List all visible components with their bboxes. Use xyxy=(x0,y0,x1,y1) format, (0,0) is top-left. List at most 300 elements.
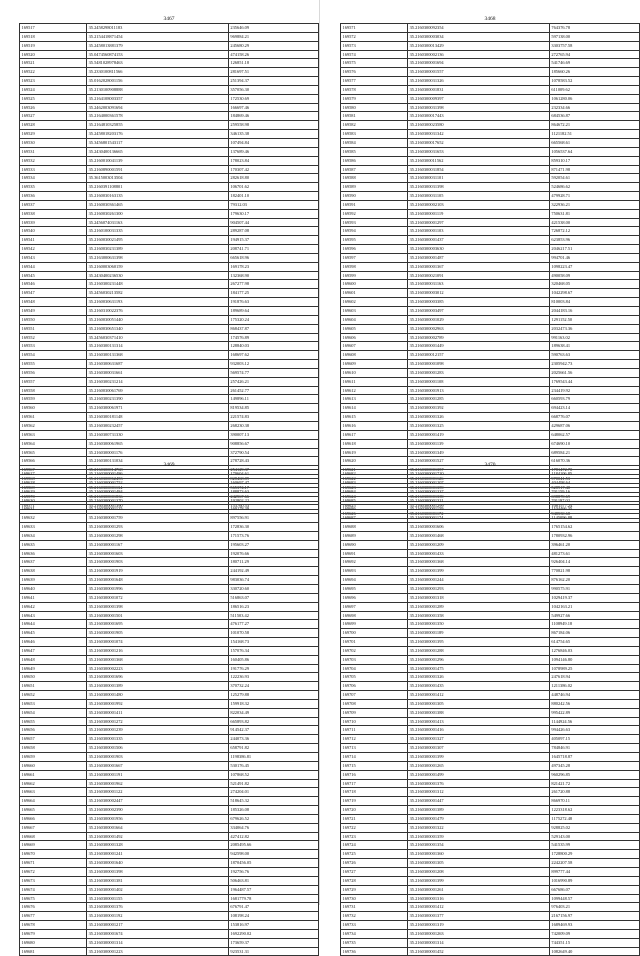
code-cell: 35.2160300001402 xyxy=(87,885,229,894)
code-cell: 35.2160890001591 xyxy=(87,165,229,174)
code-cell: 35.2160300062453 xyxy=(87,475,229,484)
table-row xyxy=(20,788,319,797)
code-cell: 35.2160300001217 xyxy=(87,921,229,930)
code-cell: 35.2163000631398 xyxy=(87,253,229,262)
row-id-cell: 169598 xyxy=(341,262,408,271)
value-cell: 810003.84 xyxy=(549,298,639,307)
table-row xyxy=(341,236,640,245)
value-cell: 2167156.97 xyxy=(549,912,639,921)
row-id-cell: 169678 xyxy=(20,921,87,930)
table-row xyxy=(341,439,640,448)
table-row xyxy=(20,342,319,351)
row-id-cell: 169531 xyxy=(20,147,87,156)
row-id-cell: 169702 xyxy=(341,646,408,655)
code-cell: 35.2160300001413 xyxy=(408,717,550,726)
value-cell: 427412.82 xyxy=(228,832,318,841)
value-cell: 3303757.58 xyxy=(549,41,639,50)
table-row xyxy=(20,377,319,386)
table-row xyxy=(20,262,319,271)
row-id-cell: 169581 xyxy=(341,112,408,121)
code-cell: 35.2160300001208 xyxy=(408,867,550,876)
table-row xyxy=(20,200,319,209)
value-cell: 106701.62 xyxy=(228,183,318,192)
table-row xyxy=(20,841,319,850)
row-id-cell: 169576 xyxy=(341,68,408,77)
page-number: 3470 xyxy=(484,462,496,468)
value-cell: 137689.46 xyxy=(228,147,318,156)
value-cell: 1016990.89 xyxy=(549,876,639,885)
table-row xyxy=(341,24,640,33)
value-cell: 1870456.05 xyxy=(228,859,318,868)
code-cell: 35.2160300001326 xyxy=(408,413,550,422)
row-id-cell: 169570 xyxy=(20,492,87,501)
table-row xyxy=(20,147,319,156)
table-row xyxy=(20,404,319,413)
table-row xyxy=(341,903,640,912)
value-cell: 2085495.66 xyxy=(228,841,318,850)
code-cell: 35.2160300001449 xyxy=(408,342,550,351)
value-cell: 168697.62 xyxy=(228,351,318,360)
value-cell: 235646.09 xyxy=(228,24,318,33)
value-cell: 2305942.73 xyxy=(549,360,639,369)
code-cell: 35.2160300001318 xyxy=(408,593,550,602)
row-id-cell: 169611 xyxy=(341,377,408,386)
value-cell: 1175272.48 xyxy=(549,814,639,823)
row-id-cell: 169694 xyxy=(341,576,408,585)
row-id-cell: 169584 xyxy=(341,138,408,147)
code-cell: 35.2160300001395 xyxy=(408,638,550,647)
value-cell: 192076.66 xyxy=(228,549,318,558)
table-row xyxy=(20,315,319,324)
row-id-cell: 169719 xyxy=(341,797,408,806)
value-cell: 899777.44 xyxy=(549,867,639,876)
code-cell: 35.2160300001283 xyxy=(408,368,550,377)
table-row xyxy=(341,413,640,422)
code-cell: 35.2160300001322 xyxy=(408,823,550,832)
value-cell: 154168.73 xyxy=(228,638,318,647)
row-id-cell: 169657 xyxy=(20,735,87,744)
row-id-cell: 169736 xyxy=(341,947,408,956)
value-cell: 245680.29 xyxy=(228,41,318,50)
table-row xyxy=(20,478,319,487)
code-cell: 35.2160300002963 xyxy=(408,324,550,333)
row-id-cell: 169697 xyxy=(341,602,408,611)
value-cell: 859310.17 xyxy=(549,156,639,165)
row-id-cell: 169521 xyxy=(20,59,87,68)
code-cell: 35.2160300001996 xyxy=(87,584,229,593)
table-row xyxy=(20,227,319,236)
code-cell: 35.0474560874153 xyxy=(87,50,229,59)
code-cell: 35.2160300001108 xyxy=(408,377,550,386)
code-cell: 35.2160300003630 xyxy=(408,245,550,254)
value-cell: 322936.21 xyxy=(549,200,639,209)
code-cell: 35.2160300001350 xyxy=(408,620,550,629)
row-id-cell: 169603 xyxy=(341,307,408,316)
table-row xyxy=(341,209,640,218)
row-id-cell: 169652 xyxy=(20,691,87,700)
value-cell: 750631.81 xyxy=(549,209,639,218)
table-row xyxy=(341,549,640,558)
code-cell: 35.2160300001667 xyxy=(87,761,229,770)
value-cell: 1078583.52 xyxy=(549,77,639,86)
value-cell: 396461.20 xyxy=(549,540,639,549)
code-cell: 35.2160300017652 xyxy=(408,138,550,147)
value-cell: 357056.30 xyxy=(228,85,318,94)
value-cell: 1223318.62 xyxy=(549,806,639,815)
row-id-cell: 169703 xyxy=(341,655,408,664)
table-row xyxy=(341,85,640,94)
table-row xyxy=(20,94,319,103)
row-id-cell: 169586 xyxy=(341,156,408,165)
row-id-cell: 169543 xyxy=(20,253,87,262)
code-cell: 35.2160300001319 xyxy=(408,921,550,930)
table-row xyxy=(341,912,640,921)
table-row xyxy=(341,514,640,523)
table-row xyxy=(20,298,319,307)
table-row xyxy=(341,664,640,673)
table-row xyxy=(20,646,319,655)
table-row xyxy=(20,505,319,514)
code-cell: 35.2160300131368 xyxy=(87,351,229,360)
table-row xyxy=(20,59,319,68)
value-cell: 173659.37 xyxy=(228,938,318,947)
value-cell: 107494.84 xyxy=(228,138,318,147)
value-cell: 372790.54 xyxy=(228,448,318,457)
code-cell: 35.2154418871454 xyxy=(87,32,229,41)
value-cell: 191876.63 xyxy=(228,298,318,307)
value-cell: 822034.49 xyxy=(228,708,318,717)
table-row xyxy=(20,156,319,165)
table-row xyxy=(20,938,319,947)
table-row xyxy=(20,567,319,576)
value-cell: 244192.49 xyxy=(228,567,318,576)
row-id-cell: 169716 xyxy=(341,770,408,779)
code-cell: 35.2160300001696 xyxy=(87,673,229,682)
table-row xyxy=(341,448,640,457)
table-row xyxy=(20,620,319,629)
value-cell: 698870.69 xyxy=(549,492,639,501)
table-row xyxy=(341,487,640,496)
table-row xyxy=(20,921,319,930)
code-cell: 35.2160300001359 xyxy=(408,483,550,492)
table-row xyxy=(341,121,640,130)
row-id-cell: 169636 xyxy=(20,549,87,558)
table-row xyxy=(341,298,640,307)
table-row xyxy=(20,112,319,121)
code-cell: 35.2160300001640 xyxy=(87,859,229,868)
row-id-cell: 169682 xyxy=(341,470,408,479)
code-cell: 35.2160310022376 xyxy=(87,307,229,316)
row-id-cell: 169550 xyxy=(20,315,87,324)
row-id-cell: 169585 xyxy=(341,147,408,156)
table-row xyxy=(341,567,640,576)
table-row xyxy=(341,806,640,815)
table-row xyxy=(341,386,640,395)
row-id-cell: 169651 xyxy=(20,682,87,691)
code-cell: 35.2160300001029 xyxy=(408,315,550,324)
table-row xyxy=(20,209,319,218)
value-cell: 282618.80 xyxy=(228,174,318,183)
row-id-cell: 169556 xyxy=(20,368,87,377)
table-row xyxy=(20,717,319,726)
row-id-cell: 169540 xyxy=(20,227,87,236)
code-cell: 35.2160300002136 xyxy=(408,50,550,59)
value-cell: 251394.37 xyxy=(228,77,318,86)
table-row xyxy=(341,832,640,841)
value-cell: 821421.72 xyxy=(549,779,639,788)
value-cell: 876162.20 xyxy=(549,576,639,585)
row-id-cell: 169615 xyxy=(341,413,408,422)
code-cell: 35.2160300003034 xyxy=(408,32,550,41)
value-cell: 742009.09 xyxy=(549,929,639,938)
value-cell: 990575.91 xyxy=(549,584,639,593)
row-id-cell: 169663 xyxy=(20,788,87,797)
value-cell: 897556.91 xyxy=(228,514,318,523)
value-cell: 569574.77 xyxy=(228,368,318,377)
value-cell: 908856.67 xyxy=(228,439,318,448)
code-cell: 35.2160100031335 xyxy=(87,227,229,236)
row-id-cell: 169578 xyxy=(341,85,408,94)
row-id-cell: 169613 xyxy=(341,395,408,404)
value-cell: 1964487.57 xyxy=(228,885,318,894)
row-id-cell: 169552 xyxy=(20,333,87,342)
row-id-cell: 169555 xyxy=(20,360,87,369)
value-cell: 1184106.85 xyxy=(549,470,639,479)
data-table xyxy=(340,469,640,956)
data-table xyxy=(19,23,319,510)
table-row xyxy=(20,673,319,682)
code-cell: 35.2462003091694 xyxy=(87,103,229,112)
row-id-cell: 169696 xyxy=(341,593,408,602)
code-cell: 35.2160300001125 xyxy=(87,505,229,514)
row-id-cell: 169661 xyxy=(20,770,87,779)
value-cell: 192802.22 xyxy=(228,496,318,505)
value-cell: 667686.07 xyxy=(549,885,639,894)
value-cell: 1145096.88 xyxy=(549,514,639,523)
row-id-cell: 169551 xyxy=(20,324,87,333)
value-cell: 244073.36 xyxy=(228,735,318,744)
value-cell: 1689469.93 xyxy=(549,921,639,930)
row-id-cell: 169728 xyxy=(341,876,408,885)
code-cell: 35.2160300001288 xyxy=(408,646,550,655)
value-cell: 172836.30 xyxy=(228,523,318,532)
code-cell: 35.2160300017443 xyxy=(408,112,550,121)
row-id-cell: 169554 xyxy=(20,351,87,360)
code-cell: 35.2458018203176 xyxy=(87,130,229,139)
code-cell: 35.2160300001360 xyxy=(408,850,550,859)
row-id-cell: 169630 xyxy=(20,496,87,505)
row-id-cell: 169593 xyxy=(341,218,408,227)
code-cell: 35.2160300001377 xyxy=(408,912,550,921)
row-id-cell: 169670 xyxy=(20,850,87,859)
code-cell: 35.2160003060159 xyxy=(87,262,229,271)
value-cell: 611009.62 xyxy=(549,85,639,94)
table-row xyxy=(341,947,640,956)
row-id-cell: 169634 xyxy=(20,531,87,540)
value-cell: 281697.51 xyxy=(228,68,318,77)
code-cell: 35.2160300001674 xyxy=(87,929,229,938)
row-id-cell: 169695 xyxy=(341,584,408,593)
value-cell: 1276846.03 xyxy=(549,646,639,655)
table-row xyxy=(20,593,319,602)
row-id-cell: 169609 xyxy=(341,360,408,369)
table-row xyxy=(20,470,319,479)
code-cell: 35.2160300231214 xyxy=(87,377,229,386)
row-id-cell: 169620 xyxy=(341,457,408,466)
value-cell: 208741.71 xyxy=(228,245,318,254)
value-cell: 565374.17 xyxy=(228,483,318,492)
value-cell: 421538.00 xyxy=(549,218,639,227)
value-cell: 490058.09 xyxy=(549,271,639,280)
value-cell: 476177.27 xyxy=(228,620,318,629)
table-row xyxy=(20,584,319,593)
value-cell: 744351.15 xyxy=(549,938,639,947)
code-cell: 35.2160300001239 xyxy=(87,726,229,735)
row-id-cell: 169558 xyxy=(20,386,87,395)
document-page xyxy=(340,461,640,956)
value-cell: 660593.79 xyxy=(549,395,639,404)
row-id-cell: 169641 xyxy=(20,593,87,602)
document-page xyxy=(19,461,319,956)
code-cell: 35.2160300061971 xyxy=(87,404,229,413)
value-cell: 247618.94 xyxy=(549,673,639,682)
code-cell: 35.2160300001072 xyxy=(87,593,229,602)
table-row xyxy=(341,638,640,647)
table-row xyxy=(341,421,640,430)
value-cell: 521491.82 xyxy=(228,779,318,788)
value-cell: 346135.38 xyxy=(228,130,318,139)
code-cell: 35.2160300031854 xyxy=(408,165,550,174)
value-cell: 221574.83 xyxy=(228,413,318,422)
code-cell: 35.3456801543117 xyxy=(87,138,229,147)
value-cell: 1042163.21 xyxy=(549,602,639,611)
value-cell: 976403.21 xyxy=(549,903,639,912)
row-id-cell: 169533 xyxy=(20,165,87,174)
code-cell: 35.2160300023580 xyxy=(408,121,550,130)
row-id-cell: 169619 xyxy=(341,448,408,457)
code-cell: 35.2458298011183 xyxy=(87,24,229,33)
table-row xyxy=(341,797,640,806)
value-cell: 592054.61 xyxy=(549,174,639,183)
value-cell: 1082649.40 xyxy=(549,947,639,956)
table-row xyxy=(20,41,319,50)
table-row xyxy=(20,130,319,139)
code-cell: 35.2160300001325 xyxy=(408,421,550,430)
row-id-cell: 169538 xyxy=(20,209,87,218)
table-row xyxy=(341,611,640,620)
table-row xyxy=(341,929,640,938)
row-id-cell: 169568 xyxy=(20,475,87,484)
value-cell: 983036.74 xyxy=(228,576,318,585)
value-cell: 1769543.44 xyxy=(549,377,639,386)
row-id-cell: 169674 xyxy=(20,885,87,894)
code-cell: 35.2160300001376 xyxy=(408,779,550,788)
table-row xyxy=(341,717,640,726)
value-cell: 928825.02 xyxy=(549,823,639,832)
value-cell: 191776.29 xyxy=(228,664,318,673)
value-cell: 429687.06 xyxy=(549,421,639,430)
table-row xyxy=(20,876,319,885)
value-cell: 648062.57 xyxy=(549,430,639,439)
value-cell: 529143.00 xyxy=(549,832,639,841)
table-row xyxy=(20,779,319,788)
table-row xyxy=(341,377,640,386)
code-cell: 35.2160300001189 xyxy=(408,629,550,638)
code-cell: 35.2160300003497 xyxy=(408,307,550,316)
table-row xyxy=(341,885,640,894)
value-cell: 320468.05 xyxy=(549,280,639,289)
code-cell: 35.2160300001398 xyxy=(87,867,229,876)
table-row xyxy=(20,823,319,832)
value-cell: 169178.39 xyxy=(228,505,318,514)
code-cell: 35.2160300001159 xyxy=(408,505,550,514)
value-cell: 1198386.81 xyxy=(228,753,318,762)
value-cell: 1029419.37 xyxy=(549,593,639,602)
table-row xyxy=(341,289,640,298)
value-cell: 511503.42 xyxy=(228,611,318,620)
code-cell: 35.2160300001370 xyxy=(87,496,229,505)
code-cell: 35.2160300001416 xyxy=(408,726,550,735)
row-id-cell: 169601 xyxy=(341,289,408,298)
row-id-cell: 169668 xyxy=(20,832,87,841)
row-id-cell: 169672 xyxy=(20,867,87,876)
row-id-cell: 169577 xyxy=(341,77,408,86)
code-cell: 35.2456030371410 xyxy=(87,333,229,342)
table-row xyxy=(20,894,319,903)
code-cell: 35.2160300001695 xyxy=(87,620,229,629)
table-row xyxy=(341,32,640,41)
value-cell: 770821.98 xyxy=(549,567,639,576)
document-page xyxy=(340,15,640,519)
row-id-cell: 169675 xyxy=(20,894,87,903)
row-id-cell: 169608 xyxy=(341,351,408,360)
code-cell: 35.2160300001392 xyxy=(408,404,550,413)
value-cell: 904507.44 xyxy=(228,218,318,227)
table-row xyxy=(20,638,319,647)
value-cell: 923531.31 xyxy=(228,947,318,956)
row-id-cell: 169677 xyxy=(20,912,87,921)
row-id-cell: 169605 xyxy=(341,324,408,333)
row-id-cell: 169655 xyxy=(20,717,87,726)
table-row xyxy=(341,130,640,139)
row-id-cell: 169686 xyxy=(341,505,408,514)
table-row xyxy=(341,558,640,567)
row-id-cell: 169733 xyxy=(341,921,408,930)
table-row xyxy=(341,761,640,770)
row-id-cell: 169650 xyxy=(20,673,87,682)
table-row xyxy=(20,770,319,779)
code-cell: 35.2160300631687 xyxy=(87,360,229,369)
code-cell: 35.2160300001606 xyxy=(408,523,550,532)
value-cell: 189689.64 xyxy=(228,307,318,316)
value-cell: 153816.97 xyxy=(228,921,318,930)
table-row xyxy=(20,24,319,33)
value-cell: 1056537.64 xyxy=(549,147,639,156)
table-row xyxy=(20,103,319,112)
code-cell: 35.2160300001367 xyxy=(408,262,550,271)
table-row xyxy=(341,50,640,59)
code-cell: 35.2160300092354 xyxy=(408,24,550,33)
value-cell: 819534.85 xyxy=(228,404,318,413)
row-id-cell: 169729 xyxy=(341,885,408,894)
value-cell: 1061280.06 xyxy=(549,94,639,103)
table-row xyxy=(341,165,640,174)
code-cell: 35.2430400136665 xyxy=(87,147,229,156)
row-id-cell: 169536 xyxy=(20,192,87,201)
value-cell: 278728.43 xyxy=(228,457,318,466)
data-table xyxy=(19,469,319,956)
code-cell: 35.2160300001836 xyxy=(87,492,229,501)
